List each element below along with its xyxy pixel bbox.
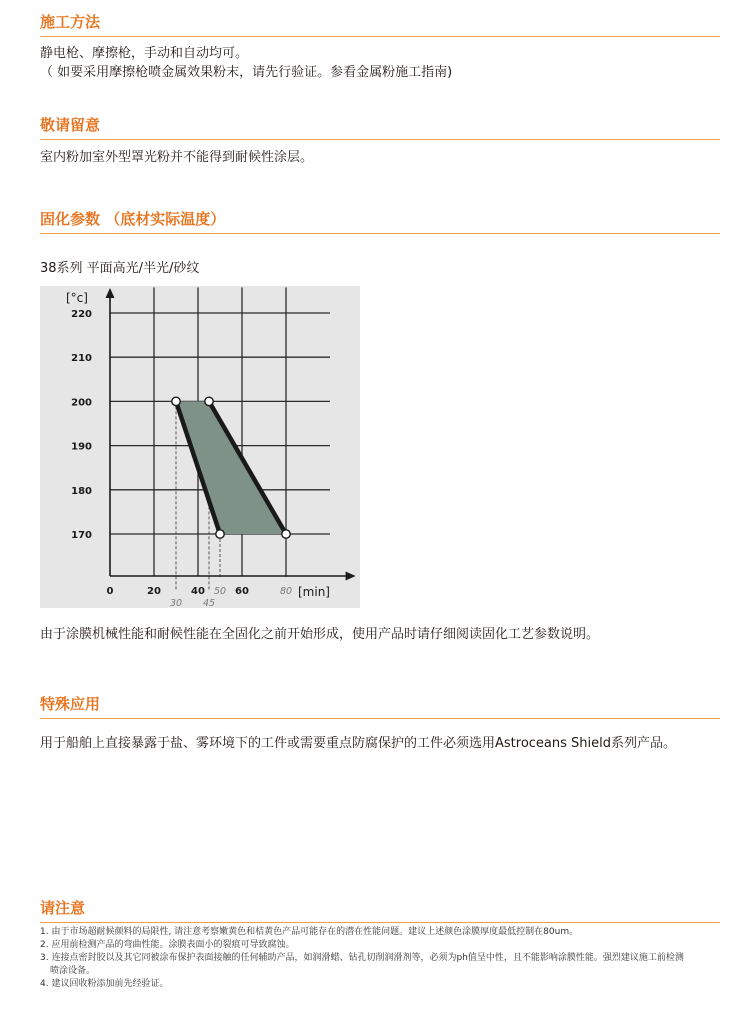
section-heading-curing bbox=[40, 209, 720, 234]
section-heading-special bbox=[40, 694, 720, 719]
notice-item: 4. 建议回收粉添加前先经验证。 bbox=[40, 979, 169, 989]
x-tick-label-secondary: 80 bbox=[279, 586, 293, 597]
method-line-1: 静电枪、摩擦枪，手动和自动均可。 bbox=[40, 46, 249, 61]
curing-point-marker bbox=[205, 397, 213, 405]
section-heading-method bbox=[40, 12, 720, 37]
attention-line-1: 室内粉加室外型罩光粉并不能得到耐候性涂层。 bbox=[40, 150, 314, 165]
section-title: 施工方法 bbox=[40, 13, 101, 31]
section-title: 请注意 bbox=[40, 899, 86, 917]
curing-point-marker bbox=[282, 530, 290, 538]
curing-chart-svg bbox=[40, 286, 360, 608]
curing-point-marker bbox=[216, 530, 224, 538]
x-tick-label-secondary: 50 bbox=[213, 586, 227, 597]
y-tick-label: 210 bbox=[71, 353, 92, 365]
y-tick-label: 220 bbox=[71, 309, 92, 320]
section-heading-notice bbox=[40, 898, 720, 923]
x-axis-arrow-icon bbox=[346, 572, 356, 581]
y-tick-label: 180 bbox=[71, 485, 92, 497]
x-tick-label: 0 bbox=[106, 586, 114, 597]
x-axis-label: [min] bbox=[298, 585, 330, 599]
x-tick-label: 20 bbox=[147, 586, 161, 597]
section-title: 固化参数 （底材实际温度） bbox=[40, 210, 226, 228]
curing-window-area bbox=[176, 401, 286, 534]
notice-item: 1. 由于市场超耐候颜料的局限性, 请注意考察嫩黄色和桔黄色产品可能存在的潜在性能问题。建议上述颜色涂膜厚度最低控制在80um。 bbox=[40, 927, 579, 937]
x-tick-label: 40 bbox=[191, 586, 205, 597]
y-axis-arrow-icon bbox=[106, 288, 115, 298]
curing-subtitle: 38系列 平面高光/半光/砂纹 bbox=[40, 261, 200, 276]
method-line-2: （ 如要采用摩擦枪喷金属效果粉末，请先行验证。参看金属粉施工指南) bbox=[40, 65, 453, 80]
section-title: 特殊应用 bbox=[40, 695, 101, 713]
curing-note: 由于涂膜机械性能和耐候性能在全固化之前开始形成，使用产品时请仔细阅读固化工艺参数说明。 bbox=[40, 627, 600, 642]
curing-chart bbox=[40, 286, 360, 608]
y-tick-label: 200 bbox=[71, 397, 92, 409]
notice-item: 2. 应用前检测产品的弯曲性能。涂膜表面小的裂痕可导致腐蚀。 bbox=[40, 940, 295, 950]
notice-item: 3. 连接点密封胶以及其它同被涂布保护表面接触的任何辅助产品，如润滑蜡、钻孔切削润滑剂等，必须为ph值呈中性，且不能影响涂膜性能。强烈建议施工前检测 bbox=[40, 953, 684, 963]
y-tick-label: 190 bbox=[71, 441, 92, 453]
special-line-1: 用于船舶上直接暴露于盐、雾环境下的工件或需要重点防腐保护的工件必须选用Astroceans Shield系列产品。 bbox=[40, 736, 676, 751]
y-tick-label: 170 bbox=[71, 530, 92, 541]
notice-item: 喷涂设备。 bbox=[50, 966, 96, 976]
notice-list bbox=[40, 926, 740, 991]
section-heading-attention bbox=[40, 115, 720, 140]
x-tick-label-secondary: 30 bbox=[169, 598, 183, 608]
x-tick-label-secondary: 45 bbox=[202, 598, 216, 608]
section-title: 敬请留意 bbox=[40, 116, 101, 134]
x-tick-label: 60 bbox=[235, 586, 249, 597]
y-axis-label: [°c] bbox=[66, 291, 88, 305]
curing-point-marker bbox=[172, 397, 180, 405]
